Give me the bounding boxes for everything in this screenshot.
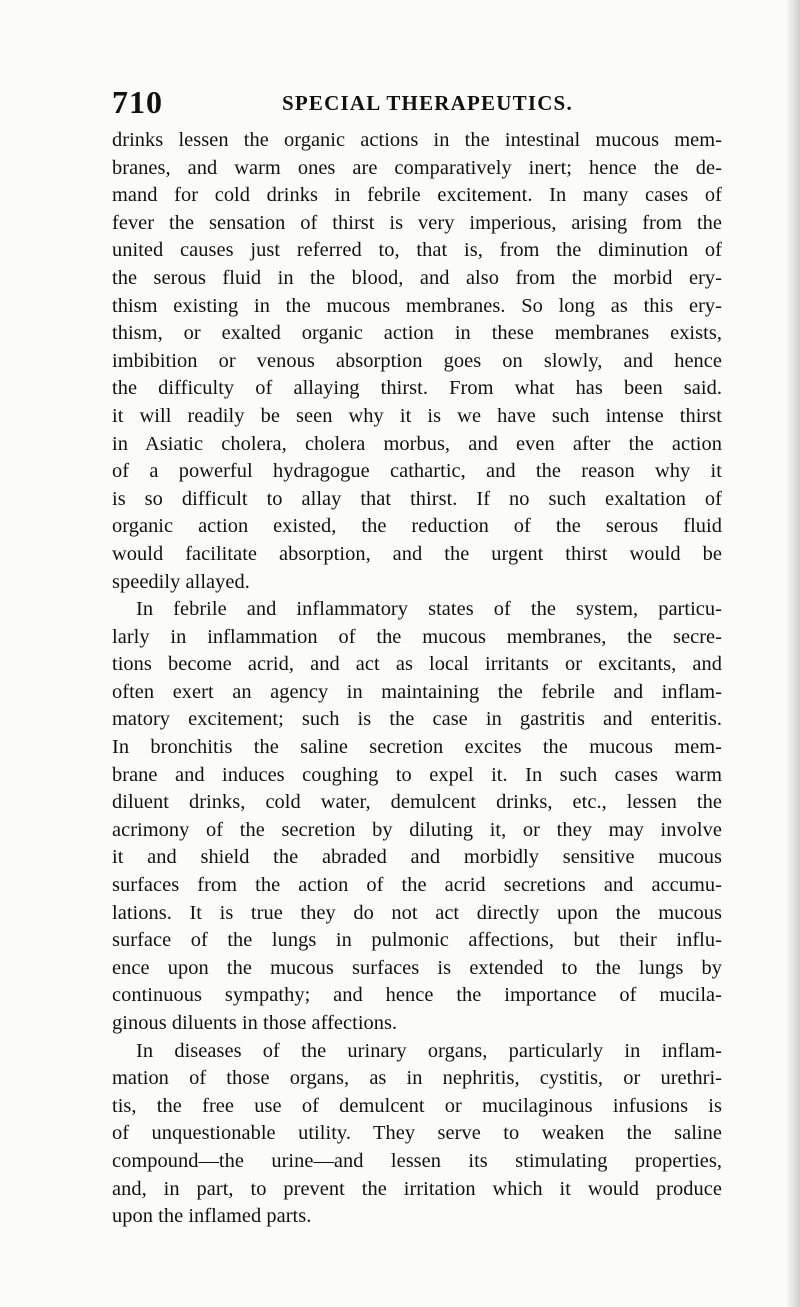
text-line: fever the sensation of thirst is very imperious, arising from the bbox=[112, 211, 722, 234]
text-line: organic action existed, the reduction of the serous fluid bbox=[112, 515, 722, 538]
text-line: drinks lessen the organic actions in the intestinal mucous mem- bbox=[112, 129, 722, 151]
text-line: ence upon the mucous surfaces is extended to the lungs by bbox=[112, 956, 722, 979]
text-line: lations. It is true they do not act directly upon the mucous bbox=[112, 901, 722, 924]
text-line: branes, and warm ones are comparatively inert; hence the de- bbox=[112, 156, 722, 179]
text-line: In bronchitis the saline secretion excites the mucous mem- bbox=[112, 736, 722, 759]
text-line: surfaces from the action of the acrid secretions and accumu- bbox=[112, 874, 722, 897]
text-line: of unquestionable utility. They serve to weaken the saline bbox=[112, 1122, 722, 1145]
text-line: continuous sympathy; and hence the importance of mucila- bbox=[112, 984, 722, 1007]
page-number: 710 bbox=[112, 84, 163, 120]
text-line: the serous fluid in the blood, and also from the morbid ery- bbox=[112, 266, 722, 289]
running-head: SPECIAL THERAPEUTICS. bbox=[282, 91, 573, 115]
text-line: diluent drinks, cold water, demulcent drinks, etc., lessen the bbox=[112, 791, 722, 814]
text-line: upon the inflamed parts. bbox=[112, 1205, 312, 1228]
text-line: tions become acrid, and act as local irritants or excitants, and bbox=[112, 653, 722, 676]
text-line: larly in inflammation of the mucous membranes, the secre- bbox=[112, 625, 722, 648]
text-line: thism existing in the mucous membranes. So long as this ery- bbox=[112, 294, 722, 317]
text-line: ginous diluents in those affections. bbox=[112, 1012, 398, 1034]
text-line: is so difficult to allay that thirst. If no such exaltation of bbox=[112, 487, 722, 510]
text-line: brane and induces coughing to expel it. In such cases warm bbox=[112, 763, 722, 786]
text-line: the difficulty of allaying thirst. From what has been said. bbox=[112, 377, 722, 400]
text-line: compound—the urine—and lessen its stimulating properties, bbox=[112, 1149, 722, 1172]
text-line: of a powerful hydragogue cathartic, and the reason why it bbox=[112, 460, 722, 483]
text-line: speedily allayed. bbox=[112, 570, 250, 593]
text-line: it and shield the abraded and morbidly sensitive mucous bbox=[112, 846, 722, 869]
body-text bbox=[112, 127, 722, 1231]
text-line: imbibition or venous absorption goes on slowly, and hence bbox=[112, 349, 722, 372]
text-line: mation of those organs, as in nephritis, cystitis, or urethri- bbox=[112, 1067, 722, 1090]
text-line: acrimony of the secretion by diluting it, or they may involve bbox=[112, 818, 722, 841]
text-line: united causes just referred to, that is, from the diminution of bbox=[112, 239, 722, 262]
text-line: In febrile and inflammatory states of the system, particu- bbox=[136, 598, 722, 621]
text-line: often exert an agency in maintaining the febrile and inflam- bbox=[112, 680, 722, 703]
text-line: mand for cold drinks in febrile excitement. In many cases of bbox=[112, 184, 722, 207]
page-edge-shadow bbox=[786, 0, 800, 1307]
text-line: thism, or exalted organic action in these membranes exists, bbox=[112, 322, 722, 345]
text-line: and, in part, to prevent the irritation which it would produce bbox=[112, 1177, 722, 1200]
text-line: surface of the lungs in pulmonic affections, but their influ- bbox=[112, 929, 722, 952]
text-line: would facilitate absorption, and the urgent thirst would be bbox=[112, 542, 722, 565]
text-line: in Asiatic cholera, cholera morbus, and even after the action bbox=[112, 432, 722, 455]
text-line: tis, the free use of demulcent or mucilaginous infusions is bbox=[112, 1094, 722, 1117]
page-header bbox=[0, 84, 800, 124]
text-line: In diseases of the urinary organs, particularly in inflam- bbox=[136, 1039, 722, 1062]
text-line: it will readily be seen why it is we have such intense thirst bbox=[112, 404, 722, 427]
text-line: matory excitement; such is the case in gastritis and enteritis. bbox=[112, 708, 722, 731]
